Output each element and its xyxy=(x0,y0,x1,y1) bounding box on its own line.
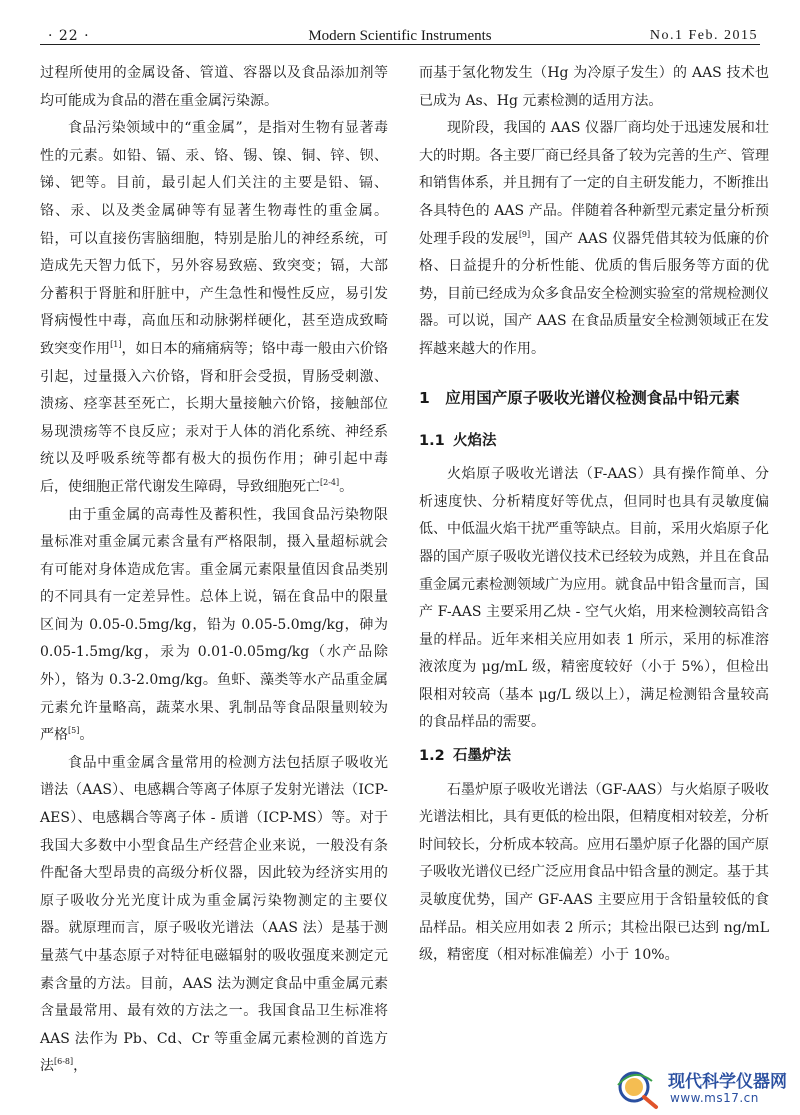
watermark-name: 现代科学仪器网 xyxy=(668,1072,787,1092)
section-heading: 1 应用国产原子吸收光谱仪检测食品中铅元素 xyxy=(419,388,740,407)
citation: [5] xyxy=(68,726,80,736)
issue-info: No.1 Feb. 2015 xyxy=(649,28,758,43)
left-column xyxy=(40,60,388,1081)
magnifier-logo-icon xyxy=(612,1065,668,1111)
page-number: · 22 · xyxy=(48,28,90,44)
citation: [9] xyxy=(518,229,531,239)
paragraph: 食品污染领域中的“重金属”，是指对生物有显著毒性的元素。如铅、镉、汞、铬、锡、镍、铜、锌、钡、锑、钯等。目前，最引起人们关注的主要是铅、镉、铬、汞、以及类金属砷等有显著生物毒性的重金属。铅，可以直接伤害脑细胞，特别是胎儿的神经系统，可造成先天智力低下，另外容易致癌、致突变；镉，大部分蓄积于肾脏和肝脏中，产生急性和慢性反应，易引发肾病慢性中毒，高血压和动脉粥样硬化，甚至造成致畸致突变作用[1]，如日本的痛痛病等；铬中毒一般由六价铬引起，过量摄入六价铬，肾和肝会受损，胃肠受刺激、溃疡、痉挛甚至死亡，长期大量接触六价铬，接触部位易现溃疡等不良反应；汞对于人体的消化系统、神经系统以及呼吸系统等都有极大的损伤作用；砷引起中毒后，使细胞正常代谢发生障碍，导致细胞死亡[2-4]。 xyxy=(40,120,389,495)
site-watermark xyxy=(612,1065,792,1111)
citation: [2-4] xyxy=(320,477,340,487)
citation: [1] xyxy=(110,339,122,349)
paragraph: 由于重金属的高毒性及蓄积性，我国食品污染物限量标准对重金属元素含量有严格限制，摄入量超标就会有可能对身体造成危害。重金属元素限量值因食品类别的不同具有一定差异性。总体上说，镉在食品中的限量区间为 0.05-0.5mg/kg，铅为 0.05-5.0mg/kg，砷为 0.05-1.5mg/kg，汞为 0.01-0.05mg/kg（水产品除外），铬为 0.3-2.0mg/kg。鱼虾、藻类等水产品重金属元素允许量略高，蔬菜水果、乳制品等食品限量则较为严格[5]。 xyxy=(40,506,388,744)
paragraph: 现阶段，我国的 AAS 仪器厂商均处于迅速发展和壮大的时期。各主要厂商已经具备了较为完善的生产、管理和销售体系，并且拥有了一定的自主研发能力，不断推出各具特色的 AAS 产品。伴随着各种新型元素定量分析预处理手段的发展[9]，国产 AAS 仪器凭借其较为低廉的价格、日益提升的分析性能、优质的售后服务等方面的优势，目前已经成为众多食品安全检测实验室的常规检测仪器。可以说，国产 AAS 在食品质量安全检测领域正在发挥越来越大的作用。 xyxy=(419,120,769,357)
paragraph: 石墨炉原子吸收光谱法（GF-AAS）与火焰原子吸收光谱法相比，具有更低的检出限，但精度相对较差，分析时间较长，分析成本较高。应用石墨炉原子化器的国产原子吸收光谱仪已经广泛应用食品中铅含量的测定。基于其灵敏度优势，国产 GF-AAS 主要应用于含铅量较低的食品样品。相关应用如表 2 所示；其检出限已达到 ng/mL 级，精密度（相对标准偏差）小于 10%。 xyxy=(419,781,769,964)
paragraph: 过程所使用的金属设备、管道、容器以及食品添加剂等均可能成为食品的潜在重金属污染源。 xyxy=(40,65,388,109)
right-column xyxy=(419,60,769,970)
subsection-heading: 1.1 火焰法 xyxy=(419,432,497,449)
subsection-heading: 1.2 石墨炉法 xyxy=(419,748,511,765)
paragraph: 火焰原子吸收光谱法（F-AAS）具有操作简单、分析速度快、分析精度好等优点，但同时也具有灵敏度偏低、中低温火焰干扰严重等缺点。目前，采用火焰原子化器的国产原子吸收光谱仪技术已经较为成熟，并且在食品重金属元素检测领域广为应用。就食品中铅含量而言，国产 F-AAS 主要采用乙炔 - 空气火焰，用来检测较高铅含量的样品。近年来相关应用如表 1 所示，采用的标准溶液浓度为 μg/mL 级，精密度较好（小于 5%），但检出限相对较高（基本 μg/L 级以上），满足检测铅含量较高的食品样品的需要。 xyxy=(419,466,769,731)
paragraph: 而基于氢化物发生（Hg 为冷原子发生）的 AAS 技术也已成为 As、Hg 元素检测的适用方法。 xyxy=(419,65,769,109)
journal-name: Modern Scientific Instruments xyxy=(308,28,492,44)
citation: [6-8] xyxy=(54,1057,74,1067)
paragraph: 食品中重金属含量常用的检测方法包括原子吸收光谱法（AAS）、电感耦合等离子体原子发射光谱法（ICP-AES）、电感耦合等离子体 - 质谱（ICP-MS）等。对于我国大多数中小型食品生产经营企业来说，一般没有条件配备大型昂贵的高级分析仪器，因此较为经济实用的原子吸收分光光度计成为重金属污染物测定的主要仪器。就原理而言，原子吸收光谱法（AAS 法）是基于测量蒸气中基态原子对特征电磁辐射的吸收强度来测定元素含量的方法。目前，AAS 法为测定食品中重金属元素含量最常用、最有效的方法之一。我国食品卫生标准将 AAS 法作为 Pb、Cd、Cr 等重金属元素检测的首选方法[6-8]， xyxy=(40,754,388,1075)
page-header xyxy=(40,14,760,45)
watermark-url: www.ms17.cn xyxy=(670,1091,759,1105)
